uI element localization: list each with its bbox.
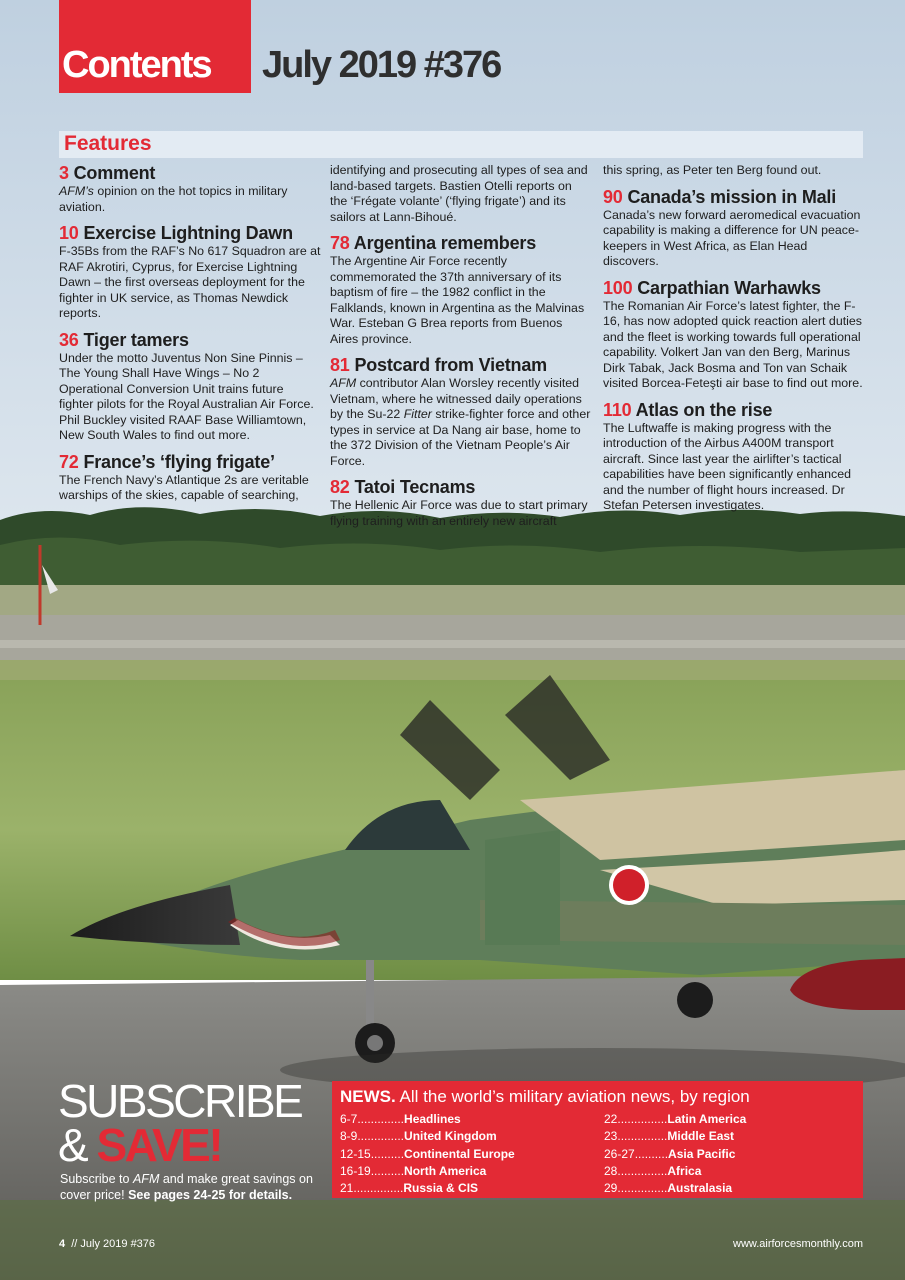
feature-item[interactable]: 3 Comment AFM’s opinion on the hot topics in military aviation.: [59, 163, 288, 214]
news-row[interactable]: 29 ............... Australasia: [604, 1181, 733, 1196]
news-box: [332, 1081, 863, 1198]
footer-url[interactable]: www.airforcesmonthly.com: [733, 1238, 863, 1250]
news-row[interactable]: 22 ............... Latin America: [604, 1112, 747, 1126]
feature-item[interactable]: 72 France’s ‘flying frigate’ The French Navy’s Atlantique 2s are veritable warships of the skies, capable of searching,: [59, 451, 309, 502]
feature-item[interactable]: 90 Canada’s mission in Mali Canada’s new forward aeromedical evacuation capability is making a difference for UN peace-keepers in West Africa, as Elan Head discovers.: [603, 186, 861, 268]
news-row[interactable]: 6-7 .............. Headlines: [340, 1112, 461, 1126]
subscribe-text: Subscribe to AFM and make great savings on cover price! See pages 24-25 for details.: [60, 1172, 313, 1202]
news-heading: NEWS. All the world’s military aviation news, by region: [340, 1087, 750, 1106]
news-row[interactable]: 21 ............... Russia & CIS: [340, 1181, 479, 1196]
news-row[interactable]: 12-15 .......... Continental Europe: [340, 1146, 515, 1161]
news-row[interactable]: 8-9 .............. United Kingdom: [340, 1129, 497, 1144]
news-row[interactable]: 23 ............... Middle East: [604, 1129, 735, 1144]
news-row[interactable]: 28 ............... Africa: [604, 1163, 702, 1178]
contents-title: Contents: [62, 44, 211, 86]
feature-item[interactable]: 110 Atlas on the rise The Luftwaffe is making progress with the introduction of the Airbus A400M transport aircraft. Since last year the airlifter’s tactical capabilities have been significantly enhanced and the number of flight hours increased. Dr Stefan Petersen investigates.: [603, 399, 851, 512]
news-row[interactable]: 16-19 .......... North America: [340, 1163, 487, 1178]
features-column-2: [330, 163, 592, 537]
save-heading[interactable]: & SAVE!: [58, 1119, 222, 1171]
news-list-right: [604, 1111, 746, 1197]
feature-item[interactable]: 36 Tiger tamers Under the motto Juventus Non Sine Pinnis – The Young Shall Have Wings – No 2 Operational Conversion Unit trains future fighter pilots for the Royal Australian Air Force. Phil Buckley visited RAAF Base Williamtown, New South Wales to find out more.: [59, 329, 314, 442]
feature-item-continued: this spring, as Peter ten Berg found out.: [603, 163, 822, 177]
features-heading: Features: [64, 132, 152, 155]
news-row[interactable]: 26-27 .......... Asia Pacific: [604, 1146, 736, 1161]
feature-item[interactable]: 10 Exercise Lightning Dawn F-35Bs from the RAF’s No 617 Squadron are at RAF Akrotiri, Cyprus, for Exercise Lightning Dawn – the first overseas deployment for the fighter in UK service, as Thomas Newdick reports.: [59, 223, 321, 320]
features-column-1: [59, 163, 321, 512]
subscribe-heading[interactable]: SUBSCRIBE: [58, 1075, 302, 1127]
issue-title: July 2019 #376: [262, 44, 501, 86]
features-column-3: [603, 163, 865, 522]
feature-item[interactable]: 81 Postcard from Vietnam AFM contributor Alan Worsley recently visited Vietnam, where he witnessed daily operations by the Su-22 Fitter strike-fighter force and other types in service at Da Nang air base, home to the 372 Division of the Vietnam People’s Air Force.: [330, 355, 591, 468]
news-list-left: [340, 1111, 515, 1197]
feature-item[interactable]: 100 Carpathian Warhawks The Romanian Air Force’s latest fighter, the F-16, has now adopted quick reaction alert duties and the fleet is working towards full operational capability. Volkert Jan van den Berg, Marinus Dirk Tabak, Jack Bosma and Ton van Schaik visited Borcea-Feteşti air base to find out more.: [603, 277, 863, 390]
footer-page-info: 4 // July 2019 #376: [59, 1238, 156, 1250]
feature-item[interactable]: 82 Tatoi Tecnams The Hellenic Air Force was due to start primary flying training with an entirely new aircraft: [330, 477, 588, 528]
feature-item[interactable]: 78 Argentina remembers The Argentine Air Force recently commemorated the 37th anniversary of its baptism of fire – the 1982 conflict in the Falklands, known in Argentina as the Malvinas War. Esteban G Brea reports from Buenos Aires province.: [330, 233, 585, 346]
feature-item-continued: identifying and prosecuting all types of sea and land-based targets. Bastien Otelli reports on the ‘Frégate volante’ (‘flying frigate’) and its sailors at Lann-Bihoué.: [330, 163, 588, 224]
features-bar: [59, 131, 863, 158]
